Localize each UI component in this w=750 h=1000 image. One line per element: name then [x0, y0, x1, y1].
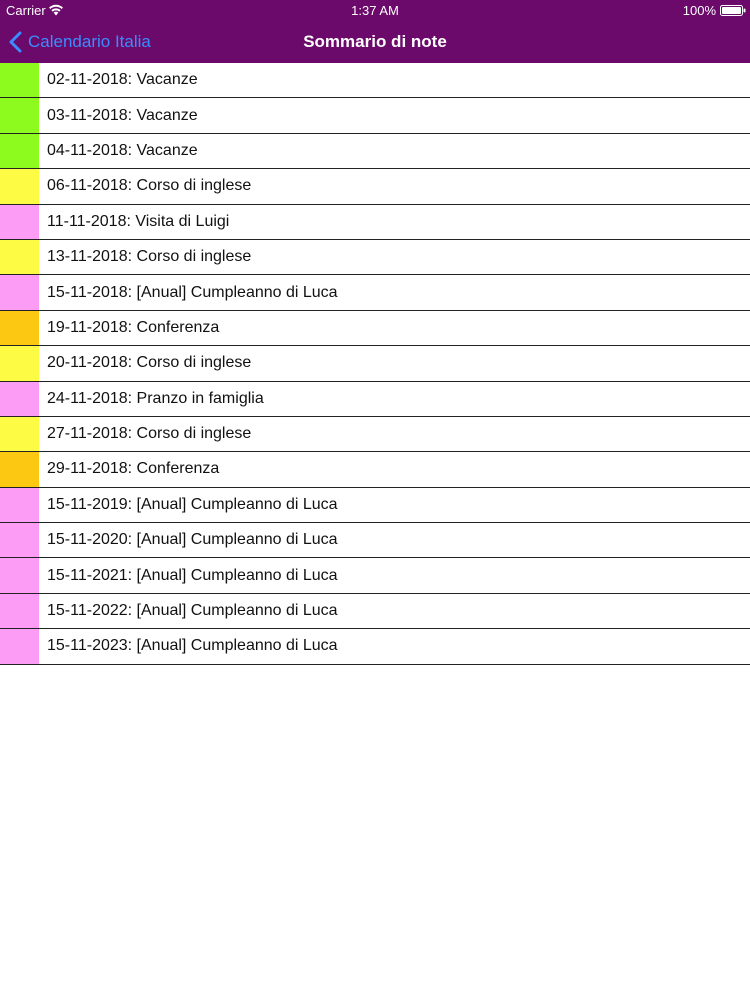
note-row[interactable]	[0, 382, 750, 417]
note-row[interactable]	[0, 205, 750, 240]
note-row[interactable]	[0, 98, 750, 133]
note-text: 13-11-2018: Corso di inglese	[47, 248, 252, 266]
note-row[interactable]	[0, 63, 750, 98]
color-swatch	[0, 594, 39, 628]
battery-icon	[720, 5, 746, 16]
top-bar	[0, 0, 750, 63]
battery-percentage: 100%	[682, 3, 716, 18]
color-swatch	[0, 63, 39, 97]
note-row[interactable]	[0, 169, 750, 204]
carrier-label: Carrier	[6, 3, 46, 18]
note-text: 15-11-2019: [Anual] Cumpleanno di Luca	[47, 495, 338, 513]
note-row[interactable]	[0, 629, 750, 664]
back-button-label: Calendario Italia	[28, 32, 151, 51]
color-swatch	[0, 205, 39, 239]
note-text: 24-11-2018: Pranzo in famiglia	[47, 389, 264, 407]
page-title: Sommario di note	[303, 32, 447, 51]
note-row[interactable]	[0, 275, 750, 310]
color-swatch	[0, 240, 39, 274]
note-text: 20-11-2018: Corso di inglese	[47, 354, 252, 372]
navigation-bar	[0, 21, 750, 63]
note-row[interactable]	[0, 240, 750, 275]
note-text: 03-11-2018: Vacanze	[47, 106, 198, 124]
note-text: 06-11-2018: Corso di inglese	[47, 177, 252, 195]
note-text: 15-11-2020: [Anual] Cumpleanno di Luca	[47, 531, 338, 549]
note-text: 29-11-2018: Conferenza	[47, 460, 220, 478]
note-row[interactable]	[0, 594, 750, 629]
note-text: 11-11-2018: Visita di Luigi	[47, 212, 230, 230]
color-swatch	[0, 558, 39, 592]
note-row[interactable]	[0, 417, 750, 452]
color-swatch	[0, 98, 39, 132]
note-row[interactable]	[0, 311, 750, 346]
color-swatch	[0, 382, 39, 416]
note-text: 27-11-2018: Corso di inglese	[47, 425, 252, 443]
note-row[interactable]	[0, 346, 750, 381]
note-row[interactable]	[0, 134, 750, 169]
note-text: 15-11-2018: [Anual] Cumpleanno di Luca	[47, 283, 338, 301]
status-time: 1:37 AM	[351, 3, 399, 18]
note-text: 15-11-2021: [Anual] Cumpleanno di Luca	[47, 566, 338, 584]
note-text: 15-11-2023: [Anual] Cumpleanno di Luca	[47, 637, 338, 655]
color-swatch	[0, 452, 39, 486]
color-swatch	[0, 311, 39, 345]
status-bar	[0, 0, 750, 21]
color-swatch	[0, 417, 39, 451]
color-swatch	[0, 346, 39, 380]
note-row[interactable]	[0, 523, 750, 558]
color-swatch	[0, 169, 39, 203]
color-swatch	[0, 488, 39, 522]
note-row[interactable]	[0, 558, 750, 593]
note-text: 15-11-2022: [Anual] Cumpleanno di Luca	[47, 602, 338, 620]
color-swatch	[0, 134, 39, 168]
note-text: 04-11-2018: Vacanze	[47, 141, 198, 159]
color-swatch	[0, 523, 39, 557]
note-row[interactable]	[0, 488, 750, 523]
color-swatch	[0, 629, 39, 663]
note-row[interactable]	[0, 452, 750, 487]
color-swatch	[0, 275, 39, 309]
note-text: 02-11-2018: Vacanze	[47, 71, 198, 89]
notes-list	[0, 63, 750, 665]
note-text: 19-11-2018: Conferenza	[47, 318, 220, 336]
